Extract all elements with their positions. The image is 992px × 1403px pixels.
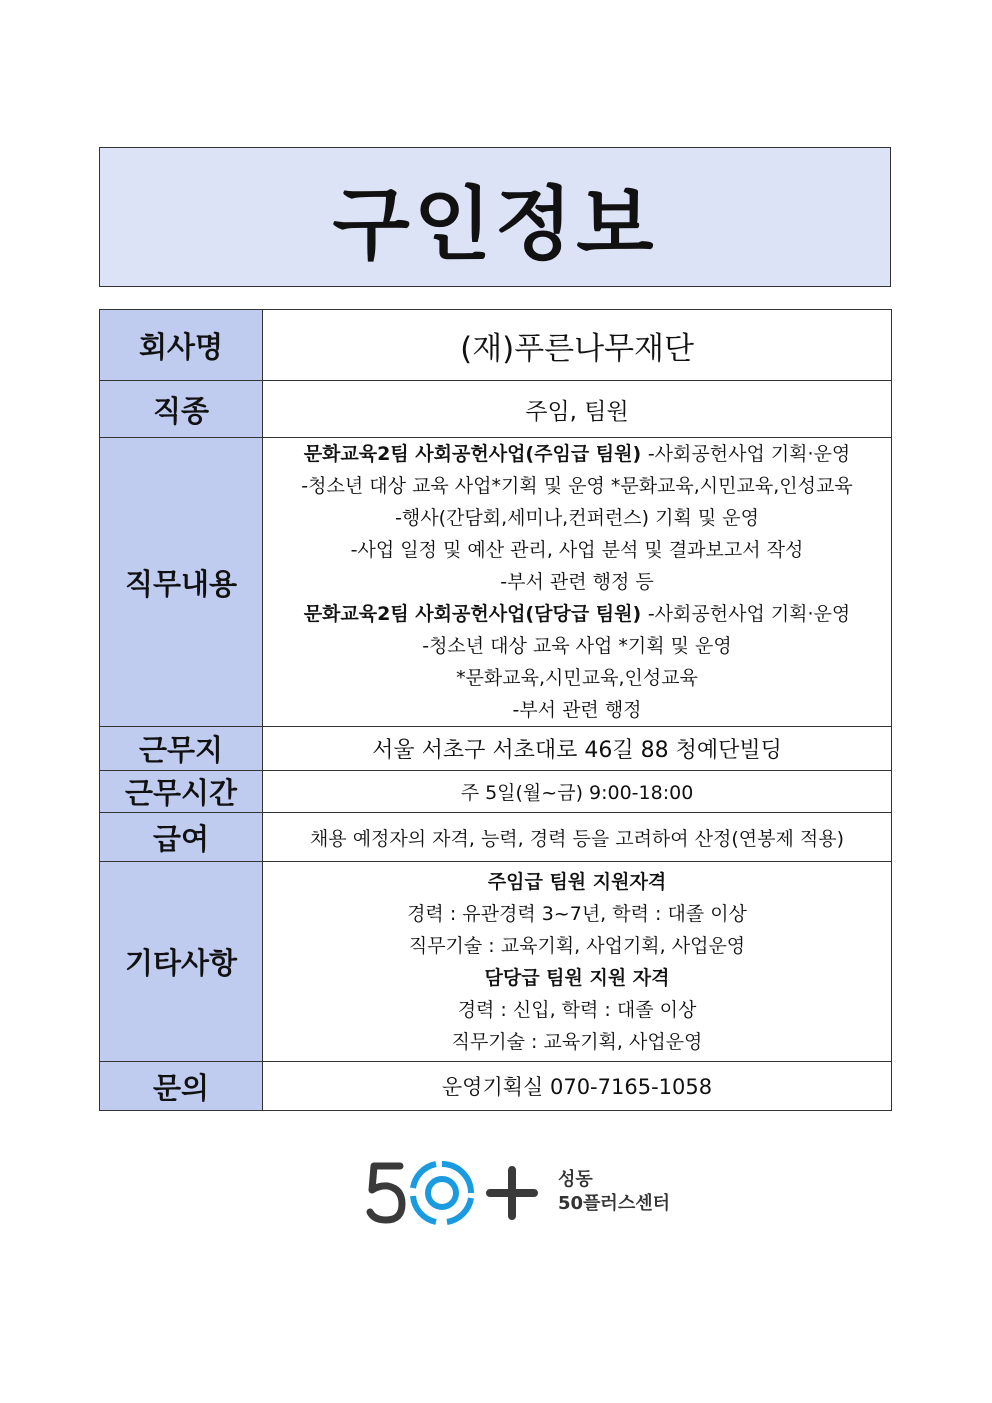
text-line [263,534,891,566]
row-job-type [100,381,892,438]
label-contact: 문의 [100,1062,263,1111]
value-duties [263,438,892,727]
text-line [263,630,891,662]
label-hours: 근무시간 [100,771,263,813]
label-location: 근무지 [100,727,263,771]
text-line [263,1026,891,1058]
logo-line1: 성동 [558,1169,593,1190]
line-text: 경력 : 유관경력 3~7년, 학력 : 대졸 이상 [407,902,747,925]
value-company: (재)푸른나무재단 [263,310,892,381]
text-line [263,866,891,898]
row-location [100,727,892,771]
label-company: 회사명 [100,310,263,381]
row-duties [100,438,892,727]
text-line [263,694,891,726]
text-line [263,438,891,470]
value-salary: 채용 예정자의 자격, 능력, 경력 등을 고려하여 산정(연봉제 적용) [263,813,892,862]
row-etc [100,862,892,1062]
line-text: -사회공헌사업 기획·운영 [647,443,851,465]
line-text: *문화교육,시민교육,인성교육 [456,667,698,689]
line-text: -청소년 대상 교육 사업*기획 및 운영 *문화교육,시민교육,인성교육 [301,475,853,497]
text-line [263,962,891,994]
line-text: 경력 : 신입, 학력 : 대졸 이상 [457,998,697,1021]
value-job-type: 주임, 팀원 [263,381,892,438]
text-line [263,502,891,534]
bold-heading: 담당급 팀원 지원 자격 [484,966,670,989]
line-text: -부서 관련 행정 등 [500,571,654,593]
value-location: 서울 서초구 서초대로 46길 88 청예단빌딩 [263,727,892,771]
line-text: -청소년 대상 교육 사업 *기획 및 운영 [422,635,732,657]
text-line [263,566,891,598]
label-duties: 직무내용 [100,438,263,727]
etc-lines [263,866,891,1058]
row-company [100,310,892,381]
bold-heading: 문화교육2팀 사회공헌사업(담당급 팀원) [303,603,648,625]
duties-lines [263,438,891,726]
line-text: 직무기술 : 교육기획, 사업기획, 사업운영 [408,934,746,957]
bold-heading: 주임급 팀원 지원자격 [487,870,667,893]
line-text: 직무기술 : 교육기획, 사업운영 [451,1030,703,1053]
label-job-type: 직종 [100,381,263,438]
text-line [263,994,891,1026]
logo-mark [366,1158,556,1228]
text-line [263,470,891,502]
value-contact: 운영기획실 070-7165-1058 [263,1062,892,1111]
logo-text [558,1168,670,1216]
row-salary [100,813,892,862]
row-hours [100,771,892,813]
title-box [99,147,891,287]
text-line [263,898,891,930]
bold-heading: 문화교육2팀 사회공헌사업(주임급 팀원) [303,443,648,465]
job-info-table [99,309,892,1111]
value-hours: 주 5일(월~금) 9:00-18:00 [263,771,892,813]
value-etc [263,862,892,1062]
line-text: -행사(간담회,세미나,컨퍼런스) 기획 및 운영 [395,507,759,529]
text-line [263,598,891,630]
label-salary: 급여 [100,813,263,862]
line-text: -사회공헌사업 기획·운영 [647,603,851,625]
text-line [263,930,891,962]
page-title: 구인정보 [332,177,658,271]
logo-line2: 50플러스센터 [558,1193,670,1214]
line-text: -사업 일정 및 예산 관리, 사업 분석 및 결과보고서 작성 [350,539,804,561]
line-text: -부서 관련 행정 [512,699,642,721]
row-contact [100,1062,892,1111]
text-line [263,662,891,694]
label-etc: 기타사항 [100,862,263,1062]
